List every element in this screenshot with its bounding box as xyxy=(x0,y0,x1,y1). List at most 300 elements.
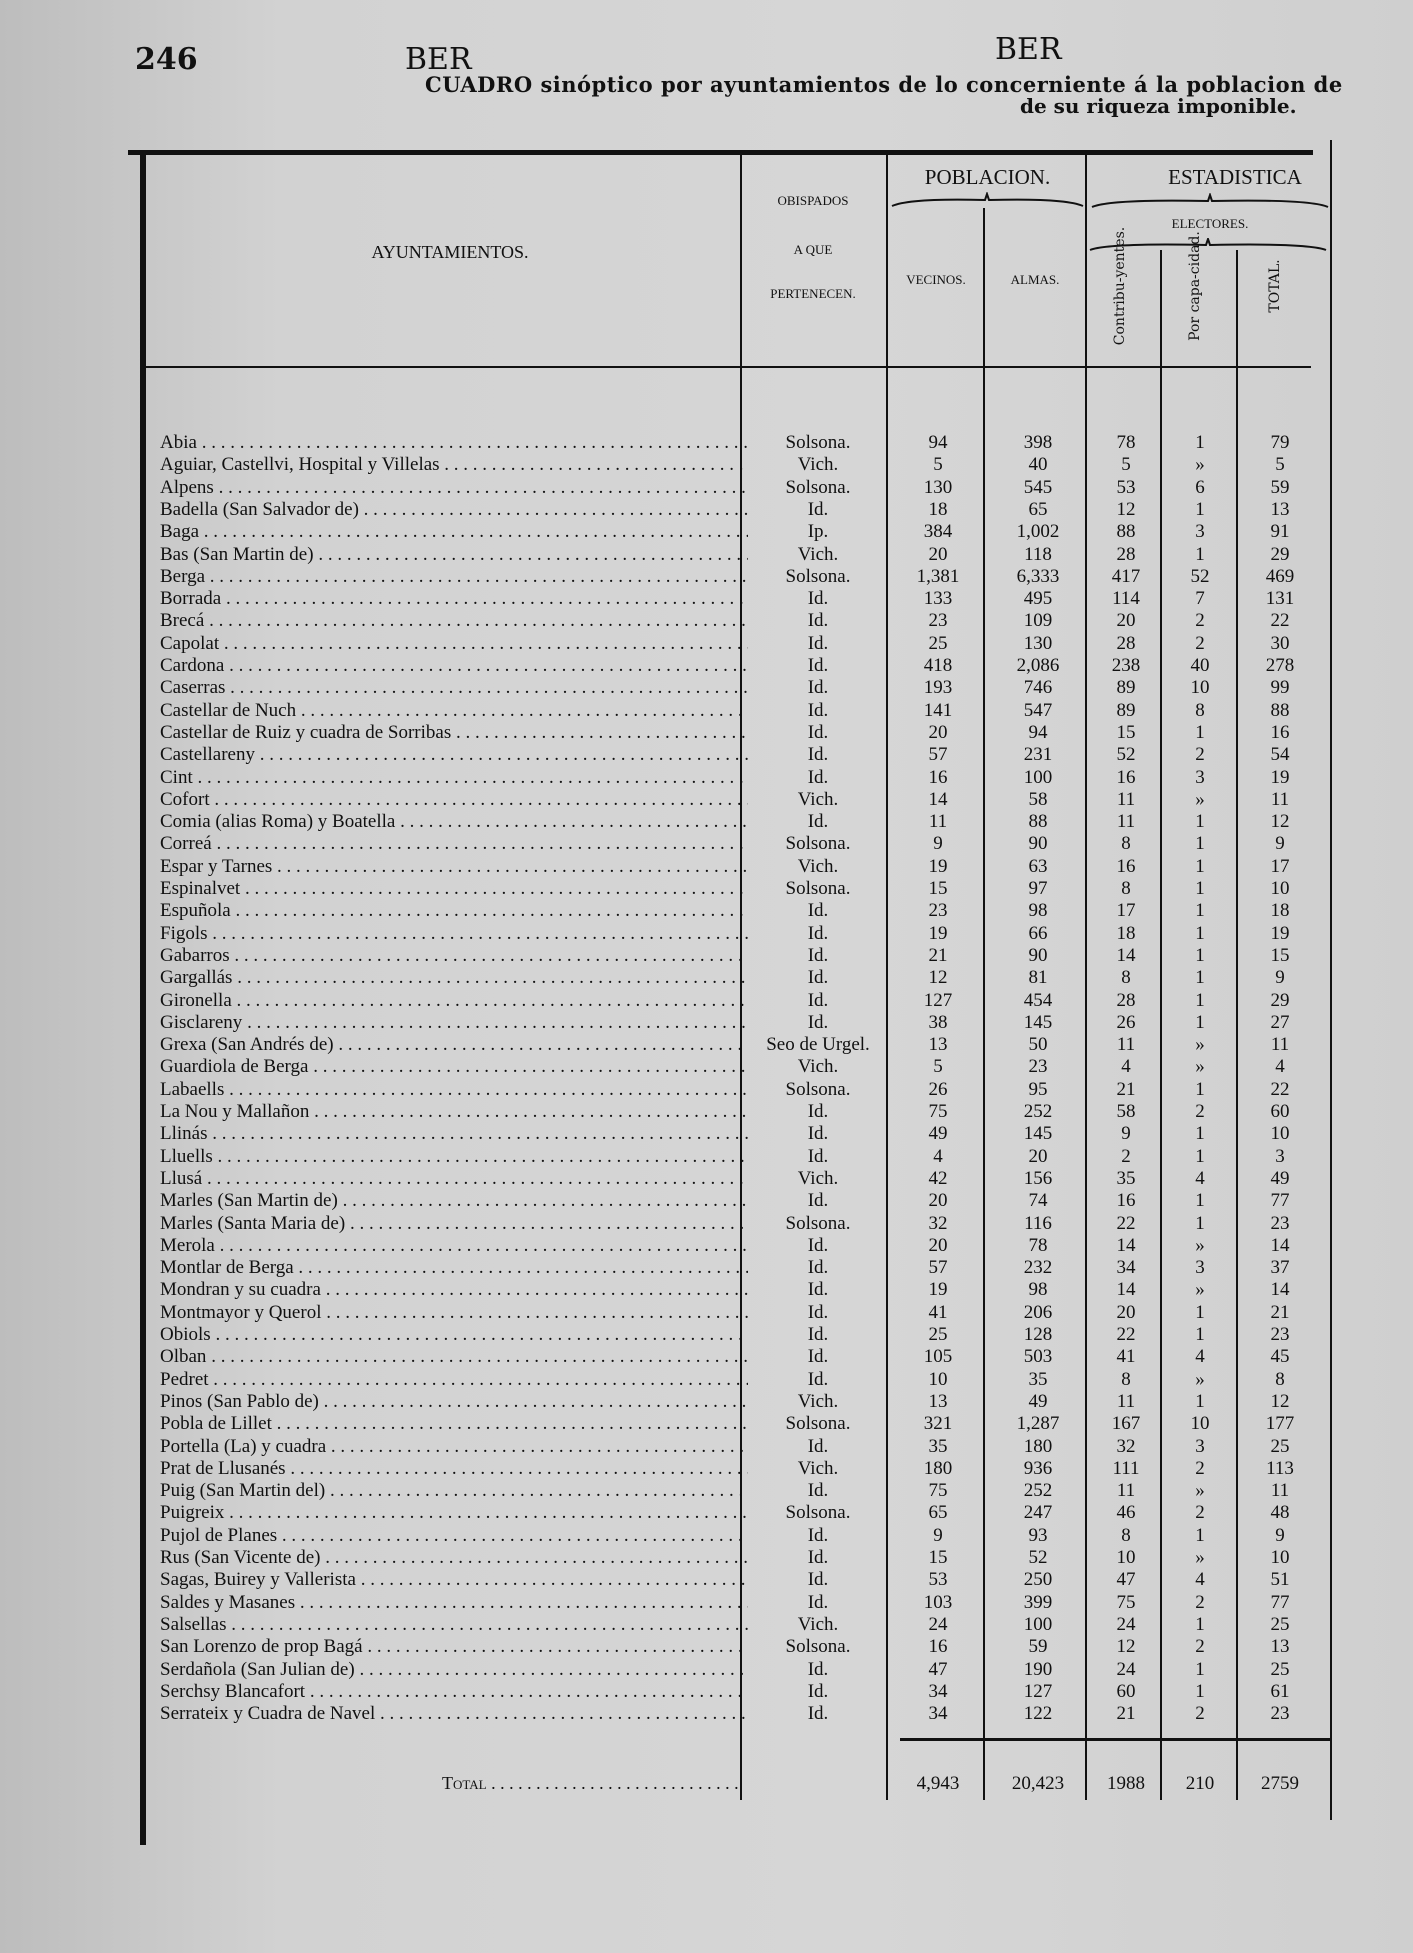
almas-cell: 503 xyxy=(1023,1346,1053,1368)
vecinos-cell: 9 xyxy=(933,833,943,855)
vecinos-cell: 13 xyxy=(928,1034,948,1056)
obispado-cell: Id. xyxy=(807,900,829,922)
obispado-cell: Id. xyxy=(807,1658,829,1680)
total-cell: 15 xyxy=(1270,944,1290,966)
vecinos-cell: 9 xyxy=(933,1524,943,1546)
contribuyentes-cell: 8 xyxy=(1121,1524,1131,1546)
municipality-name: San Lorenzo de prop Bagá . . . xyxy=(160,1636,748,1658)
contribuyentes-cell: 14 xyxy=(1116,1234,1136,1256)
contribuyentes-cell: 89 xyxy=(1116,699,1136,721)
capacidad-cell: 52 xyxy=(1190,565,1210,587)
almas-cell: 90 xyxy=(1028,833,1048,855)
vecinos-cell: 321 xyxy=(923,1413,953,1435)
almas-cell: 116 xyxy=(1024,1212,1052,1234)
table-row xyxy=(160,833,1320,855)
table-row xyxy=(160,1547,1320,1569)
contribuyentes-cell: 22 xyxy=(1116,1324,1136,1345)
total-cell: 11 xyxy=(1270,1480,1290,1502)
obispado-cell: Solsona. xyxy=(785,565,851,587)
almas-cell: 232 xyxy=(1023,1257,1053,1279)
total-cell: 30 xyxy=(1270,632,1290,654)
table-row xyxy=(160,1079,1320,1101)
vecinos-cell: 34 xyxy=(928,1703,948,1725)
obispado-cell: Id. xyxy=(807,1591,829,1613)
almas-cell: 78 xyxy=(1028,1234,1048,1256)
header-vecinos: VECINOS. xyxy=(906,272,966,287)
capacidad-cell: 1 xyxy=(1195,1524,1205,1546)
capacidad-cell: 1 xyxy=(1195,1324,1205,1345)
municipality-name: Montlar de Berga . . . xyxy=(160,1257,748,1279)
table-row xyxy=(160,1302,1320,1324)
municipality-name: Cardona . . . xyxy=(160,655,748,677)
almas-cell: 23 xyxy=(1028,1056,1048,1078)
obispado-cell: Id. xyxy=(807,632,829,654)
total-cell: 18 xyxy=(1270,900,1290,922)
vecinos-cell: 12 xyxy=(928,967,948,989)
vecinos-cell: 24 xyxy=(928,1613,948,1635)
vecinos-cell: 180 xyxy=(923,1457,953,1479)
obispado-cell: Id. xyxy=(807,766,829,788)
table-row xyxy=(160,1525,1320,1547)
obispado-cell: Solsona. xyxy=(785,476,851,498)
total-cell: 4 xyxy=(1275,1056,1285,1078)
almas-cell: 206 xyxy=(1023,1301,1053,1323)
capacidad-cell: 1 xyxy=(1195,811,1205,833)
vecinos-cell: 26 xyxy=(928,1078,948,1100)
header-contribuyentes: Contribu-yentes. xyxy=(1112,226,1128,346)
almas-cell: 109 xyxy=(1023,610,1053,632)
capacidad-cell: 1 xyxy=(1195,967,1205,989)
total-cell: 9 xyxy=(1275,967,1285,989)
table-row xyxy=(160,454,1320,476)
contribuyentes-cell: 11 xyxy=(1116,1034,1136,1056)
contribuyentes-cell: 53 xyxy=(1116,476,1136,498)
obispado-cell: Id. xyxy=(807,922,829,944)
municipality-name: Espinalvet . . . xyxy=(160,878,748,900)
capacidad-cell: 1 xyxy=(1195,989,1205,1011)
municipality-name: Marles (San Martin de) . . . xyxy=(160,1190,748,1212)
almas-cell: 100 xyxy=(1023,766,1053,788)
almas-cell: 94 xyxy=(1028,721,1048,743)
table-row xyxy=(160,767,1320,789)
capacidad-cell: 2 xyxy=(1195,1457,1205,1479)
capacidad-cell: 1 xyxy=(1195,1390,1205,1412)
capacidad-cell: » xyxy=(1195,1034,1205,1056)
table-row xyxy=(160,990,1320,1012)
table-row xyxy=(160,566,1320,588)
total-cell: 22 xyxy=(1270,1078,1290,1100)
capacidad-cell: 1 xyxy=(1195,1613,1205,1635)
header-bottom-rule xyxy=(146,366,1311,368)
vecinos-cell: 42 xyxy=(928,1167,948,1189)
capacidad-cell: 40 xyxy=(1190,655,1210,676)
total-cell: 3 xyxy=(1275,1145,1285,1167)
contribuyentes-cell: 28 xyxy=(1116,989,1136,1011)
capacidad-cell: 1 xyxy=(1195,1658,1205,1680)
table-row xyxy=(160,1346,1320,1368)
almas-cell: 127 xyxy=(1023,1680,1053,1702)
vecinos-cell: 20 xyxy=(928,543,948,565)
total-cell: 12 xyxy=(1270,1390,1290,1412)
almas-cell: 81 xyxy=(1028,967,1048,989)
municipality-name: Baga . . . xyxy=(160,521,748,543)
header-poblacion: POBLACION. xyxy=(924,165,1051,189)
almas-cell: 49 xyxy=(1028,1390,1048,1412)
total-cell: 77 xyxy=(1270,1591,1290,1613)
municipality-name: La Nou y Mallañon . . . xyxy=(160,1101,748,1123)
total-cell: 13 xyxy=(1270,498,1290,520)
municipality-name: Sagas, Buirey y Vallerista . . . xyxy=(160,1569,748,1591)
contribuyentes-cell: 24 xyxy=(1116,1658,1136,1680)
contribuyentes-cell: 28 xyxy=(1116,543,1136,565)
obispado-cell: Vich. xyxy=(797,788,839,810)
municipality-name: Espuñola . . . xyxy=(160,900,748,922)
capacidad-cell: 2 xyxy=(1195,744,1205,766)
municipality-name: Capolat . . . xyxy=(160,633,748,655)
capacidad-cell: 4 xyxy=(1195,1569,1205,1591)
table-row xyxy=(160,499,1320,521)
obispado-cell: Id. xyxy=(807,721,829,743)
totals-vecinos: 4,943 xyxy=(916,1773,960,1794)
capacidad-cell: 1 xyxy=(1195,1078,1205,1100)
total-cell: 29 xyxy=(1270,543,1290,565)
total-cell: 11 xyxy=(1270,1034,1290,1056)
vecinos-cell: 20 xyxy=(928,1234,948,1256)
municipality-name: Cint . . . xyxy=(160,767,748,789)
table-row xyxy=(160,1681,1320,1703)
electores-brace xyxy=(1088,238,1328,256)
municipality-name: Lluells . . . xyxy=(160,1146,748,1168)
total-cell: 10 xyxy=(1270,878,1290,899)
total-cell: 21 xyxy=(1270,1301,1290,1323)
right-border xyxy=(1330,140,1332,1820)
running-head-left: BER xyxy=(405,42,472,77)
vecinos-cell: 25 xyxy=(928,1324,948,1345)
totals-rule xyxy=(900,1738,1330,1741)
municipality-name: Pobla de Lillet . . . xyxy=(160,1413,748,1435)
table-row xyxy=(160,900,1320,922)
capacidad-cell: » xyxy=(1195,1547,1205,1568)
obispado-cell: Id. xyxy=(807,967,829,989)
municipality-name: Gironella . . . xyxy=(160,990,748,1012)
almas-cell: 547 xyxy=(1023,699,1053,721)
table-row xyxy=(160,677,1320,699)
obispado-cell: Solsona. xyxy=(785,1413,851,1435)
almas-cell: 74 xyxy=(1028,1190,1048,1212)
total-cell: 45 xyxy=(1270,1346,1290,1368)
almas-cell: 231 xyxy=(1023,744,1053,766)
obispado-cell: Id. xyxy=(807,944,829,966)
vecinos-cell: 49 xyxy=(928,1123,948,1145)
contribuyentes-cell: 8 xyxy=(1121,1368,1131,1390)
vecinos-cell: 23 xyxy=(928,900,948,922)
total-cell: 10 xyxy=(1270,1547,1290,1568)
contribuyentes-cell: 75 xyxy=(1116,1591,1136,1613)
vecinos-cell: 32 xyxy=(928,1212,948,1234)
vecinos-cell: 20 xyxy=(928,721,948,743)
contribuyentes-cell: 2 xyxy=(1121,1145,1131,1167)
almas-cell: 97 xyxy=(1028,878,1048,899)
contribuyentes-cell: 22 xyxy=(1116,1212,1136,1234)
obispado-cell: Id. xyxy=(807,1279,829,1301)
obispado-cell: Id. xyxy=(807,989,829,1011)
capacidad-cell: 3 xyxy=(1195,1257,1205,1279)
capacidad-cell: 1 xyxy=(1195,922,1205,944)
contribuyentes-cell: 78 xyxy=(1116,432,1136,453)
header-capacidad: Por capa-cidad. xyxy=(1187,231,1203,341)
capacidad-cell: 1 xyxy=(1195,855,1205,877)
capacidad-cell: 2 xyxy=(1195,1636,1205,1658)
table-row xyxy=(160,945,1320,967)
total-cell: 278 xyxy=(1265,655,1295,676)
table-row xyxy=(160,633,1320,655)
contribuyentes-cell: 16 xyxy=(1116,855,1136,877)
table-row xyxy=(160,878,1320,900)
obispado-cell: Solsona. xyxy=(785,833,851,855)
total-cell: 23 xyxy=(1270,1212,1290,1234)
capacidad-cell: » xyxy=(1195,788,1205,810)
contribuyentes-cell: 11 xyxy=(1116,811,1136,833)
contribuyentes-cell: 88 xyxy=(1116,521,1136,543)
almas-cell: 252 xyxy=(1023,1480,1053,1502)
contribuyentes-cell: 41 xyxy=(1116,1346,1136,1368)
obispado-cell: Id. xyxy=(807,1346,829,1368)
table-row xyxy=(160,588,1320,610)
municipality-name: Serrateix y Cuadra de Navel . . . xyxy=(160,1703,748,1725)
almas-cell: 95 xyxy=(1028,1078,1048,1100)
obispado-cell: Id. xyxy=(807,1703,829,1725)
almas-cell: 399 xyxy=(1023,1591,1053,1613)
municipality-name: Pinos (San Pablo de) . . . xyxy=(160,1391,748,1413)
header-total: TOTAL. xyxy=(1267,259,1283,313)
capacidad-cell: 1 xyxy=(1195,1301,1205,1323)
table-title-continuation: de su riqueza imponible. xyxy=(1020,94,1297,118)
almas-cell: 122 xyxy=(1023,1703,1053,1725)
total-cell: 9 xyxy=(1275,1524,1285,1546)
almas-cell: 746 xyxy=(1023,677,1053,699)
total-cell: 13 xyxy=(1270,1636,1290,1658)
header-obispados-1: OBISPADOS xyxy=(777,193,849,208)
municipality-name: Borrada . . . xyxy=(160,588,748,610)
municipality-name: Castellar de Ruiz y cuadra de Sorribas . . . xyxy=(160,722,748,744)
contribuyentes-cell: 4 xyxy=(1121,1056,1131,1078)
obispado-cell: Id. xyxy=(807,1547,829,1568)
almas-cell: 156 xyxy=(1023,1167,1053,1189)
table-row xyxy=(160,544,1320,566)
almas-cell: 1,287 xyxy=(1016,1413,1060,1435)
vecinos-cell: 16 xyxy=(928,1636,948,1658)
vecinos-cell: 20 xyxy=(928,1190,948,1212)
contribuyentes-cell: 12 xyxy=(1116,1636,1136,1658)
almas-cell: 35 xyxy=(1028,1368,1048,1390)
table-row xyxy=(160,923,1320,945)
almas-cell: 495 xyxy=(1023,588,1053,610)
table-row xyxy=(160,477,1320,499)
capacidad-cell: » xyxy=(1195,1056,1205,1078)
total-cell: 88 xyxy=(1270,699,1290,721)
vecinos-cell: 23 xyxy=(928,610,948,632)
vecinos-cell: 14 xyxy=(928,788,948,810)
obispado-cell: Solsona. xyxy=(785,878,851,899)
contribuyentes-cell: 11 xyxy=(1116,1390,1136,1412)
table-row xyxy=(160,1146,1320,1168)
vecinos-cell: 41 xyxy=(928,1301,948,1323)
header-obispados-2: A QUE xyxy=(793,242,833,257)
almas-cell: 50 xyxy=(1028,1034,1048,1056)
contribuyentes-cell: 5 xyxy=(1121,454,1131,476)
municipality-name: Puigreix . . . xyxy=(160,1502,748,1524)
table-row xyxy=(160,1703,1320,1725)
vecinos-cell: 13 xyxy=(928,1390,948,1412)
totals-row xyxy=(160,1773,1320,1795)
almas-cell: 63 xyxy=(1028,855,1048,877)
left-border xyxy=(140,155,146,1845)
contribuyentes-cell: 60 xyxy=(1116,1680,1136,1702)
obispado-cell: Id. xyxy=(807,811,829,833)
municipality-name: Llusá . . . xyxy=(160,1168,748,1190)
obispado-cell: Vich. xyxy=(797,454,839,476)
municipality-name: Serchsy Blancafort . . . xyxy=(160,1681,748,1703)
table-row xyxy=(160,432,1320,454)
municipality-name: Saldes y Masanes . . . xyxy=(160,1592,748,1614)
vecinos-cell: 193 xyxy=(923,677,953,699)
almas-cell: 58 xyxy=(1028,788,1048,810)
municipality-name: Comia (alias Roma) y Boatella . . . xyxy=(160,811,748,833)
totals-capacidad: 210 xyxy=(1185,1773,1215,1794)
table-row xyxy=(160,1569,1320,1591)
table-row xyxy=(160,1123,1320,1145)
obispado-cell: Id. xyxy=(807,1123,829,1145)
total-cell: 91 xyxy=(1270,521,1290,543)
table-row xyxy=(160,1413,1320,1435)
municipality-name: Correá . . . xyxy=(160,833,748,855)
almas-cell: 66 xyxy=(1028,922,1048,944)
table-row xyxy=(160,967,1320,989)
total-cell: 469 xyxy=(1265,565,1295,587)
vecinos-cell: 75 xyxy=(928,1101,948,1122)
obispado-cell: Id. xyxy=(807,1569,829,1591)
municipality-name: Castellar de Nuch . . . xyxy=(160,700,748,722)
vecinos-cell: 35 xyxy=(928,1435,948,1457)
contribuyentes-cell: 8 xyxy=(1121,878,1131,899)
capacidad-cell: 6 xyxy=(1195,476,1205,498)
total-cell: 11 xyxy=(1270,788,1290,810)
capacidad-cell: 1 xyxy=(1195,721,1205,743)
contribuyentes-cell: 12 xyxy=(1116,498,1136,520)
contribuyentes-cell: 16 xyxy=(1116,766,1136,788)
page-number: 246 xyxy=(135,42,198,77)
table-row xyxy=(160,1034,1320,1056)
municipality-name: Marles (Santa Maria de) . . . xyxy=(160,1213,748,1235)
totals-label: Total . . . xyxy=(442,1773,742,1794)
total-cell: 19 xyxy=(1270,922,1290,944)
almas-cell: 454 xyxy=(1023,989,1053,1011)
table-row xyxy=(160,1190,1320,1212)
contribuyentes-cell: 238 xyxy=(1111,655,1141,676)
capacidad-cell: 10 xyxy=(1190,677,1210,699)
municipality-name: Espar y Tarnes . . . xyxy=(160,856,748,878)
contribuyentes-cell: 28 xyxy=(1116,632,1136,654)
contribuyentes-cell: 24 xyxy=(1116,1613,1136,1635)
vecinos-cell: 57 xyxy=(928,1257,948,1279)
estadistica-brace xyxy=(1090,193,1330,213)
capacidad-cell: 1 xyxy=(1195,1123,1205,1145)
total-cell: 60 xyxy=(1270,1101,1290,1122)
vecinos-cell: 130 xyxy=(923,476,953,498)
capacidad-cell: 2 xyxy=(1195,1591,1205,1613)
almas-cell: 180 xyxy=(1023,1435,1053,1457)
almas-cell: 936 xyxy=(1023,1457,1053,1479)
capacidad-cell: 1 xyxy=(1195,1145,1205,1167)
total-cell: 14 xyxy=(1270,1279,1290,1301)
header-obispados-3: PERTENECEN. xyxy=(770,286,856,301)
total-cell: 16 xyxy=(1270,721,1290,743)
municipality-name: Grexa (San Andrés de) . . . xyxy=(160,1034,748,1056)
vecinos-cell: 103 xyxy=(923,1591,953,1613)
vecinos-cell: 15 xyxy=(928,878,948,899)
municipality-name: Portella (La) y cuadra . . . xyxy=(160,1436,748,1458)
vecinos-cell: 4 xyxy=(933,1145,943,1167)
municipality-name: Labaells . . . xyxy=(160,1079,748,1101)
table-row xyxy=(160,1480,1320,1502)
contribuyentes-cell: 11 xyxy=(1116,1480,1136,1502)
capacidad-cell: » xyxy=(1195,1368,1205,1390)
almas-cell: 65 xyxy=(1028,498,1048,520)
almas-cell: 1,002 xyxy=(1016,521,1060,543)
vecinos-cell: 53 xyxy=(928,1569,948,1591)
obispado-cell: Id. xyxy=(807,1101,829,1122)
total-cell: 79 xyxy=(1270,432,1290,453)
capacidad-cell: 8 xyxy=(1195,699,1205,721)
contribuyentes-cell: 111 xyxy=(1112,1457,1140,1479)
almas-cell: 190 xyxy=(1023,1658,1053,1680)
capacidad-cell: 1 xyxy=(1195,1680,1205,1702)
capacidad-cell: 2 xyxy=(1195,1703,1205,1725)
almas-cell: 100 xyxy=(1023,1613,1053,1635)
vecinos-cell: 38 xyxy=(928,1011,948,1033)
capacidad-cell: 1 xyxy=(1195,1011,1205,1033)
municipality-name: Pujol de Planes . . . xyxy=(160,1525,748,1547)
table-row xyxy=(160,700,1320,722)
table-row xyxy=(160,1659,1320,1681)
table-row xyxy=(160,1369,1320,1391)
vecinos-cell: 19 xyxy=(928,922,948,944)
municipality-name: Bas (San Martin de) . . . xyxy=(160,544,748,566)
vecinos-cell: 384 xyxy=(923,521,953,543)
almas-cell: 252 xyxy=(1023,1101,1053,1122)
obispado-cell: Vich. xyxy=(797,543,839,565)
vecinos-cell: 25 xyxy=(928,632,948,654)
obispado-cell: Solsona. xyxy=(785,1212,851,1234)
almas-cell: 59 xyxy=(1028,1636,1048,1658)
contribuyentes-cell: 18 xyxy=(1116,922,1136,944)
municipality-name: Llinás . . . xyxy=(160,1123,748,1145)
vecinos-cell: 75 xyxy=(928,1480,948,1502)
contribuyentes-cell: 8 xyxy=(1121,967,1131,989)
municipality-name: Gabarros . . . xyxy=(160,945,748,967)
obispado-cell: Seo de Urgel. xyxy=(766,1034,870,1056)
obispado-cell: Id. xyxy=(807,1324,829,1345)
vecinos-cell: 10 xyxy=(928,1368,948,1390)
total-cell: 23 xyxy=(1270,1703,1290,1725)
capacidad-cell: 3 xyxy=(1195,521,1205,543)
totals-almas: 20,423 xyxy=(1011,1773,1065,1794)
total-cell: 131 xyxy=(1265,588,1295,610)
contribuyentes-cell: 26 xyxy=(1116,1011,1136,1033)
obispado-cell: Solsona. xyxy=(785,1502,851,1524)
table-row xyxy=(160,655,1320,677)
contribuyentes-cell: 8 xyxy=(1121,833,1131,855)
